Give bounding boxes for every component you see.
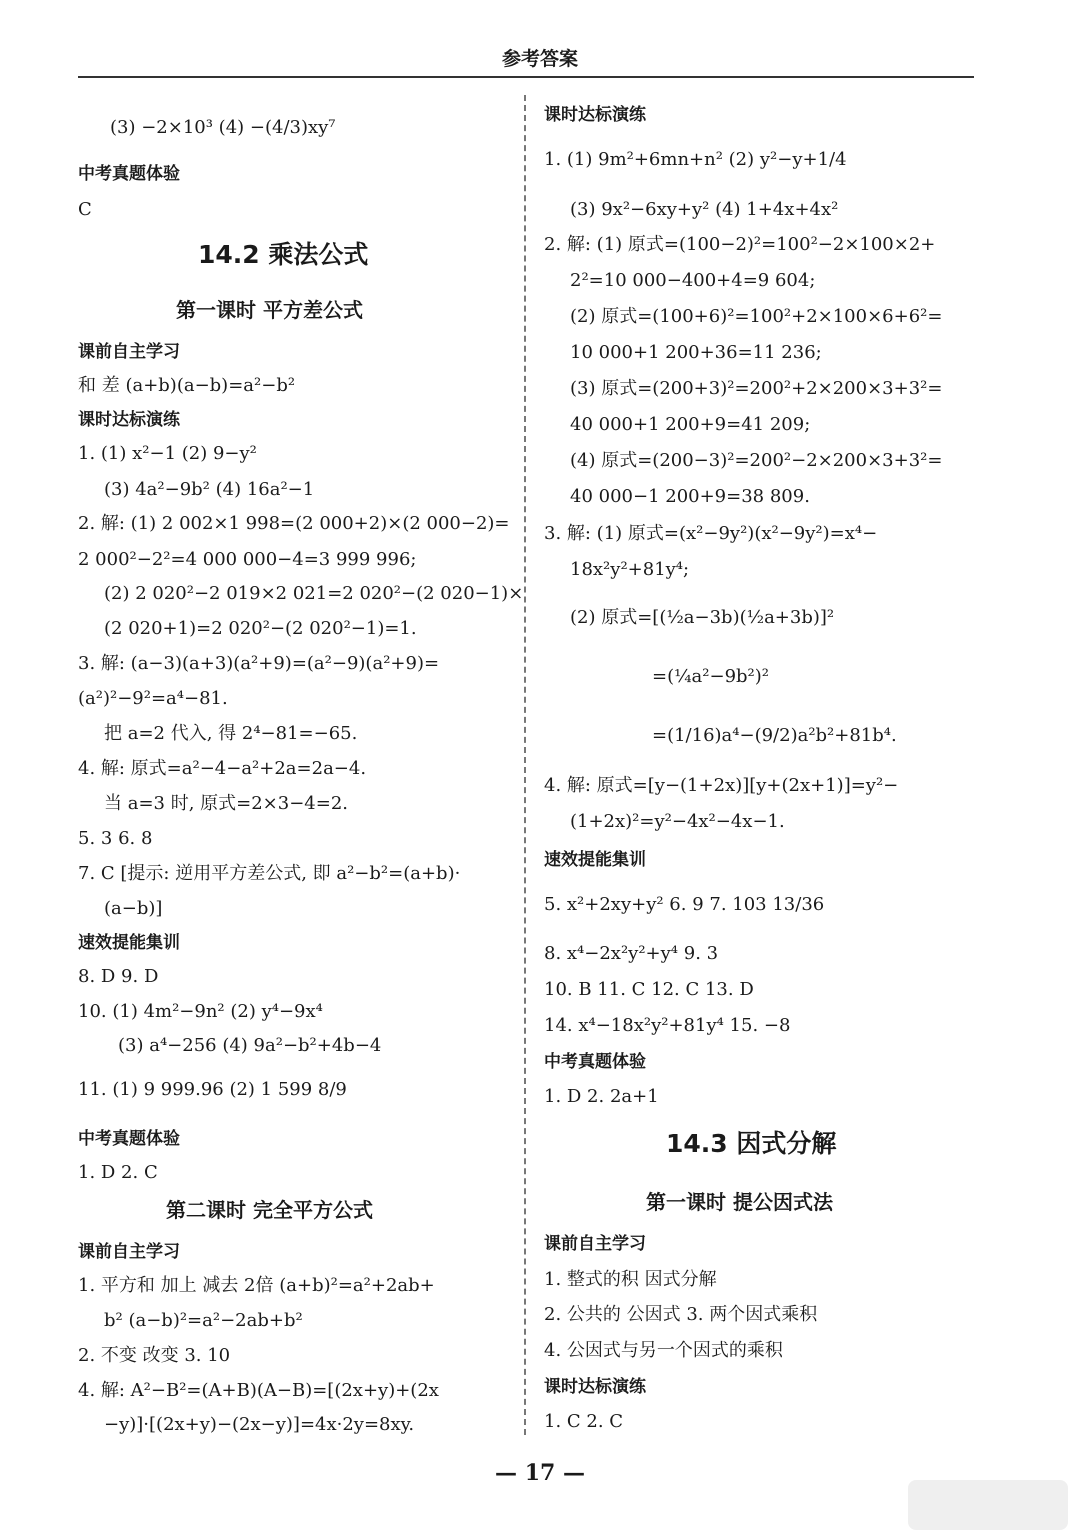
right-line-5: (2) 原式=(100+6)²=100²+2×100×6+6²= [570,306,943,327]
left-line-1: 中考真题体验 [78,164,180,184]
right-line-13: (2) 原式=[(½a−3b)(½a+3b)]² [570,607,835,628]
right-line-8: 40 000+1 200+9=41 209; [570,414,811,435]
right-line-2: (3) 9x²−6xy+y² (4) 1+4x+4x² [570,199,839,220]
left-line-33: 2. 不变 改变 3. 10 [78,1345,231,1366]
right-line-17: (1+2x)²=y²−4x²−4x−1. [570,811,785,832]
left-line-27: 中考真题体验 [78,1129,180,1149]
right-line-10: 40 000−1 200+9=38 809. [570,486,810,507]
right-line-0: 课时达标演练 [544,105,646,125]
left-line-13: (2 020+1)=2 020²−(2 020²−1)=1. [104,618,417,639]
left-line-19: 5. 3 6. 8 [78,828,153,849]
right-line-27: 课前自主学习 [544,1234,646,1254]
right-line-28: 1. 整式的积 因式分解 [544,1269,717,1290]
right-line-21: 10. B 11. C 12. C 13. D [544,979,754,1000]
right-line-16: 4. 解: 原式=[y−(1+2x)][y+(2x+1)]=y²− [544,775,899,796]
left-line-31: 1. 平方和 加上 减去 2倍 (a+b)²=a²+2ab+ [78,1275,435,1296]
left-line-15: (a²)²−9²=a⁴−81. [78,688,228,709]
left-line-20: 7. C [提示: 逆用平方差公式, 即 a²−b²=(a+b)· [78,863,461,884]
left-line-21: (a−b)] [104,898,163,919]
left-line-6: 和 差 (a+b)(a−b)=a²−b² [78,375,296,396]
right-line-6: 10 000+1 200+36=11 236; [570,342,822,363]
left-line-9: (3) 4a²−9b² (4) 16a²−1 [104,479,315,500]
right-line-22: 14. x⁴−18x²y²+81y⁴ 15. −8 [544,1015,791,1036]
right-line-7: (3) 原式=(200+3)²=200²+2×200×3+3²= [570,378,943,399]
page-number: — 17 — [495,1460,585,1486]
left-line-28: 1. D 2. C [78,1162,158,1183]
right-line-1: 1. (1) 9m²+6mn+n² (2) y²−y+1/4 [544,149,847,170]
right-line-11: 3. 解: (1) 原式=(x²−9y²)(x²−9y²)=x⁴− [544,523,878,544]
left-line-35: −y)]·[(2x+y)−(2x−y)]=4x·2y=8xy. [104,1414,415,1435]
left-line-2: C [78,199,92,220]
left-line-5: 课前自主学习 [78,342,180,362]
right-line-12: 18x²y²+81y⁴; [570,559,690,580]
left-line-23: 8. D 9. D [78,966,159,987]
left-line-18: 当 a=3 时, 原式=2×3−4=2. [104,793,349,814]
left-line-34: 4. 解: A²−B²=(A+B)(A−B)=[(2x+y)+(2x [78,1380,439,1401]
header-rule [78,76,974,78]
left-line-29: 第二课时 完全平方公式 [166,1198,373,1222]
left-line-30: 课前自主学习 [78,1242,180,1262]
column-divider [524,95,526,1435]
right-line-19: 5. x²+2xy+y² 6. 9 7. 103 13/36 [544,894,825,915]
watermark-logo [908,1480,1068,1530]
left-line-0: (3) −2×10³ (4) −(4/3)xy⁷ [110,117,336,138]
right-line-4: 2²=10 000−400+4=9 604; [570,270,816,291]
left-line-32: b² (a−b)²=a²−2ab+b² [104,1310,303,1331]
left-line-3: 14.2 乘法公式 [198,240,369,269]
right-line-9: (4) 原式=(200−3)²=200²−2×200×3+3²= [570,450,943,471]
right-line-24: 1. D 2. 2a+1 [544,1086,659,1107]
right-line-25: 14.3 因式分解 [666,1129,837,1158]
page-header-title: 参考答案 [501,48,578,70]
right-line-18: 速效提能集训 [544,850,646,870]
left-line-16: 把 a=2 代入, 得 2⁴−81=−65. [104,723,358,744]
left-line-22: 速效提能集训 [78,933,180,953]
right-line-15: =(1/16)a⁴−(9/2)a²b²+81b⁴. [652,725,897,746]
right-line-31: 课时达标演练 [544,1377,646,1397]
right-line-3: 2. 解: (1) 原式=(100−2)²=100²−2×100×2+ [544,234,936,255]
left-line-14: 3. 解: (a−3)(a+3)(a²+9)=(a²−9)(a²+9)= [78,653,440,674]
left-line-25: (3) a⁴−256 (4) 9a²−b²+4b−4 [118,1035,382,1056]
right-line-20: 8. x⁴−2x²y²+y⁴ 9. 3 [544,943,719,964]
left-line-7: 课时达标演练 [78,410,180,430]
right-line-32: 1. C 2. C [544,1411,624,1432]
right-line-14: =(¼a²−9b²)² [652,666,770,687]
left-line-10: 2. 解: (1) 2 002×1 998=(2 000+2)×(2 000−2)= [78,513,510,534]
right-line-26: 第一课时 提公因式法 [646,1190,833,1214]
left-line-11: 2 000²−2²=4 000 000−4=3 999 996; [78,549,417,570]
left-line-24: 10. (1) 4m²−9n² (2) y⁴−9x⁴ [78,1001,323,1022]
left-line-12: (2) 2 020²−2 019×2 021=2 020²−(2 020−1)× [104,583,524,604]
left-line-26: 11. (1) 9 999.96 (2) 1 599 8/9 [78,1079,347,1100]
right-line-23: 中考真题体验 [544,1052,646,1072]
left-line-17: 4. 解: 原式=a²−4−a²+2a=2a−4. [78,758,367,779]
left-line-8: 1. (1) x²−1 (2) 9−y² [78,443,257,464]
left-line-4: 第一课时 平方差公式 [176,298,363,322]
right-line-30: 4. 公因式与另一个因式的乘积 [544,1340,783,1361]
right-line-29: 2. 公共的 公因式 3. 两个因式乘积 [544,1304,818,1325]
